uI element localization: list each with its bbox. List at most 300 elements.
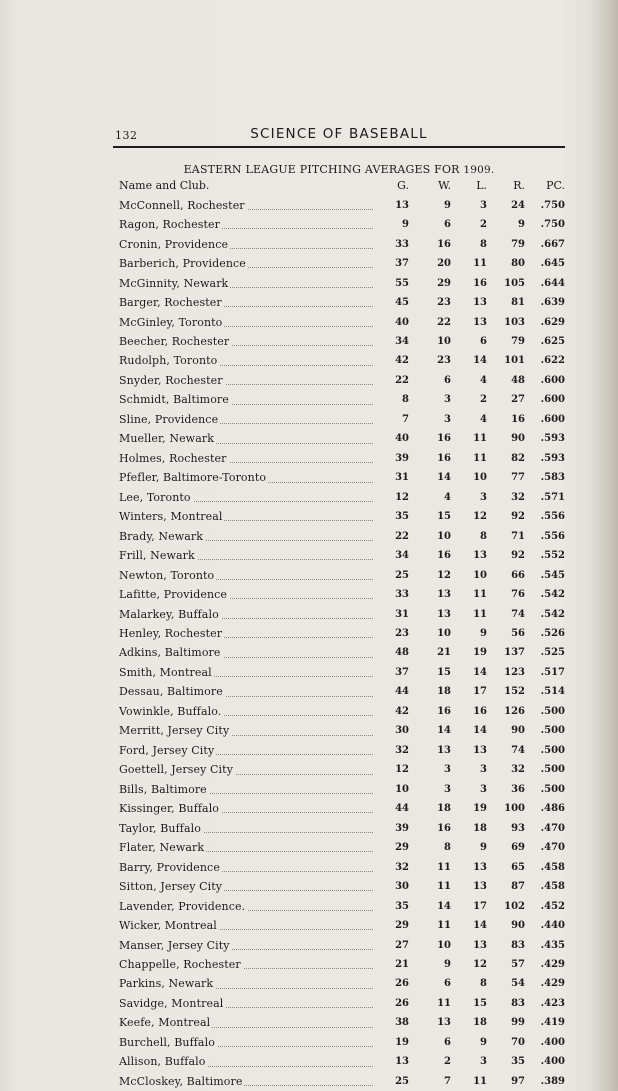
- cell-runs: 103: [504, 316, 525, 328]
- cell-wins: 22: [437, 316, 451, 328]
- cell-percentage: .556: [540, 530, 565, 542]
- pitcher-name-club: [119, 818, 381, 837]
- cell-losses: 4: [480, 374, 487, 386]
- table-row: [119, 565, 565, 584]
- cell-runs: 80: [511, 258, 525, 270]
- cell-losses: 6: [480, 335, 487, 347]
- cell-games: 38: [395, 1017, 409, 1029]
- cell-games: 22: [395, 530, 409, 542]
- cell-losses: 14: [473, 666, 487, 678]
- table-row: [119, 974, 565, 993]
- cell-games: 29: [395, 842, 409, 854]
- table-row: [119, 312, 565, 331]
- table-header-row: [119, 176, 565, 195]
- pitcher-name-club: [119, 780, 381, 799]
- pitcher-name-text: McConnell, Rochester: [119, 198, 245, 212]
- cell-games: 32: [395, 861, 409, 873]
- cell-games: 55: [395, 277, 409, 289]
- cell-wins: 3: [444, 394, 451, 406]
- cell-games: 12: [395, 764, 409, 776]
- cell-runs: 126: [504, 705, 525, 717]
- table-row: [119, 818, 565, 837]
- cell-percentage: .470: [540, 822, 565, 834]
- cell-losses: 12: [473, 958, 487, 970]
- pitcher-name-text: Smith, Montreal: [119, 665, 212, 679]
- cell-percentage: .452: [540, 900, 565, 912]
- cell-losses: 14: [473, 920, 487, 932]
- cell-games: 25: [395, 1075, 409, 1087]
- pitcher-name-text: Mueller, Newark: [119, 432, 214, 446]
- table-row: [119, 429, 565, 448]
- pitcher-name-club: [119, 1013, 381, 1032]
- cell-wins: 12: [437, 569, 451, 581]
- cell-losses: 9: [480, 1036, 487, 1048]
- table-row: [119, 1052, 565, 1071]
- cell-losses: 18: [473, 1017, 487, 1029]
- pitcher-name-club: [119, 760, 381, 779]
- cell-games: 8: [402, 394, 409, 406]
- cell-losses: 3: [480, 764, 487, 776]
- pitcher-name-club: [119, 1033, 381, 1052]
- cell-runs: 74: [511, 608, 525, 620]
- cell-percentage: .545: [540, 569, 565, 581]
- pitcher-name-club: [119, 468, 381, 487]
- table-row: [119, 254, 565, 273]
- cell-losses: 19: [473, 803, 487, 815]
- cell-percentage: .435: [540, 939, 565, 951]
- cell-wins: 13: [437, 744, 451, 756]
- cell-runs: 99: [511, 1017, 525, 1029]
- cell-wins: 16: [437, 433, 451, 445]
- cell-wins: 16: [437, 705, 451, 717]
- cell-percentage: .542: [540, 589, 565, 601]
- cell-losses: 3: [480, 783, 487, 795]
- cell-games: 12: [395, 491, 409, 503]
- page-number: 132: [115, 129, 138, 142]
- pitcher-name-text: Frill, Newark: [119, 549, 195, 563]
- header-name-club: Name and Club.: [119, 179, 210, 193]
- cell-runs: 92: [511, 550, 525, 562]
- cell-runs: 70: [511, 1036, 525, 1048]
- table-row: [119, 663, 565, 682]
- pitcher-name-club: [119, 546, 381, 565]
- pitcher-name-club: [119, 974, 381, 993]
- header-rule: [113, 146, 565, 148]
- pitcher-name-text: Holmes, Rochester: [119, 451, 227, 465]
- cell-percentage: .645: [540, 258, 565, 270]
- table-row: [119, 410, 565, 429]
- cell-runs: 57: [511, 958, 525, 970]
- table-row: [119, 195, 565, 214]
- pitching-averages-table: [119, 176, 565, 1091]
- cell-losses: 11: [473, 433, 487, 445]
- cell-losses: 17: [473, 900, 487, 912]
- table-row: [119, 604, 565, 623]
- cell-percentage: .458: [540, 861, 565, 873]
- cell-games: 33: [395, 238, 409, 250]
- cell-wins: 13: [437, 608, 451, 620]
- cell-losses: 11: [473, 452, 487, 464]
- table-row: [119, 624, 565, 643]
- pitcher-name-club: [119, 1072, 381, 1091]
- cell-percentage: .639: [540, 297, 565, 309]
- pitcher-name-club: [119, 896, 381, 915]
- pitcher-name-text: McGinnity, Newark: [119, 276, 229, 290]
- cell-runs: 36: [511, 783, 525, 795]
- cell-games: 42: [395, 355, 409, 367]
- cell-percentage: .514: [540, 686, 565, 698]
- table-row: [119, 1072, 565, 1091]
- cell-percentage: .458: [540, 881, 565, 893]
- cell-games: 39: [395, 822, 409, 834]
- cell-runs: 71: [511, 530, 525, 542]
- cell-wins: 14: [437, 900, 451, 912]
- pitcher-name-club: [119, 488, 381, 507]
- cell-wins: 13: [437, 589, 451, 601]
- pitcher-name-text: Barger, Rochester: [119, 296, 222, 310]
- table-row: [119, 702, 565, 721]
- pitcher-name-club: [119, 507, 381, 526]
- pitcher-name-club: [119, 624, 381, 643]
- cell-percentage: .583: [540, 472, 565, 484]
- table-row: [119, 526, 565, 545]
- pitcher-name-text: Vowinkle, Buffalo.: [119, 704, 222, 718]
- cell-percentage: .600: [540, 413, 565, 425]
- cell-wins: 10: [437, 335, 451, 347]
- cell-wins: 10: [437, 939, 451, 951]
- pitcher-name-club: [119, 741, 381, 760]
- pitcher-name-text: Flater, Newark: [119, 841, 205, 855]
- table-row: [119, 215, 565, 234]
- table-row: [119, 1013, 565, 1032]
- pitcher-name-text: Beecher, Rochester: [119, 334, 230, 348]
- pitcher-name-text: Wicker, Montreal: [119, 919, 217, 933]
- pitcher-name-text: Allison, Buffalo: [119, 1055, 206, 1069]
- cell-runs: 102: [504, 900, 525, 912]
- cell-runs: 90: [511, 920, 525, 932]
- pitcher-name-text: Burchell, Buffalo: [119, 1035, 215, 1049]
- cell-percentage: .389: [540, 1075, 565, 1087]
- cell-games: 31: [395, 472, 409, 484]
- cell-losses: 10: [473, 472, 487, 484]
- cell-wins: 18: [437, 686, 451, 698]
- cell-losses: 10: [473, 569, 487, 581]
- cell-runs: 137: [504, 647, 525, 659]
- pitcher-name-text: Malarkey, Buffalo: [119, 607, 219, 621]
- cell-losses: 11: [473, 608, 487, 620]
- cell-percentage: .526: [540, 628, 565, 640]
- pitcher-name-text: Adkins, Baltimore: [119, 646, 221, 660]
- cell-runs: 87: [511, 881, 525, 893]
- cell-runs: 92: [511, 511, 525, 523]
- pitcher-name-text: Savidge, Montreal: [119, 996, 224, 1010]
- cell-percentage: .593: [540, 452, 565, 464]
- cell-wins: 14: [437, 472, 451, 484]
- pitcher-name-club: [119, 273, 381, 292]
- table-row: [119, 507, 565, 526]
- cell-runs: 101: [504, 355, 525, 367]
- cell-runs: 69: [511, 842, 525, 854]
- cell-percentage: .429: [540, 978, 565, 990]
- cell-losses: 13: [473, 861, 487, 873]
- pitcher-name-club: [119, 838, 381, 857]
- cell-games: 9: [402, 219, 409, 231]
- cell-losses: 11: [473, 1075, 487, 1087]
- cell-losses: 2: [480, 219, 487, 231]
- header-games: G.: [397, 179, 409, 193]
- pitcher-name-text: Barry, Providence: [119, 860, 220, 874]
- cell-wins: 6: [444, 1036, 451, 1048]
- cell-runs: 56: [511, 628, 525, 640]
- pitcher-name-text: Pfefler, Baltimore-Toronto: [119, 471, 267, 485]
- cell-percentage: .600: [540, 374, 565, 386]
- cell-losses: 3: [480, 1056, 487, 1068]
- cell-runs: 65: [511, 861, 525, 873]
- cell-runs: 24: [511, 199, 525, 211]
- table-row: [119, 955, 565, 974]
- cell-games: 34: [395, 335, 409, 347]
- cell-percentage: .423: [540, 997, 565, 1009]
- cell-runs: 16: [511, 413, 525, 425]
- book-title: SCIENCE OF BASEBALL: [250, 126, 428, 142]
- cell-losses: 17: [473, 686, 487, 698]
- pitcher-name-club: [119, 351, 381, 370]
- cell-percentage: .667: [540, 238, 565, 250]
- cell-runs: 27: [511, 394, 525, 406]
- cell-wins: 16: [437, 550, 451, 562]
- pitcher-name-club: [119, 916, 381, 935]
- cell-games: 19: [395, 1036, 409, 1048]
- table-row: [119, 682, 565, 701]
- table-row: [119, 351, 565, 370]
- cell-games: 48: [395, 647, 409, 659]
- cell-wins: 10: [437, 530, 451, 542]
- cell-runs: 105: [504, 277, 525, 289]
- header-wins: W.: [438, 179, 451, 193]
- cell-losses: 2: [480, 394, 487, 406]
- cell-losses: 14: [473, 355, 487, 367]
- pitcher-name-club: [119, 935, 381, 954]
- cell-losses: 13: [473, 297, 487, 309]
- table-row: [119, 1033, 565, 1052]
- cell-games: 25: [395, 569, 409, 581]
- cell-wins: 6: [444, 374, 451, 386]
- pitcher-name-text: Merritt, Jersey City: [119, 724, 230, 738]
- cell-runs: 123: [504, 666, 525, 678]
- table-row: [119, 585, 565, 604]
- cell-runs: 152: [504, 686, 525, 698]
- cell-runs: 66: [511, 569, 525, 581]
- cell-runs: 93: [511, 822, 525, 834]
- table-row: [119, 234, 565, 253]
- table-row: [119, 293, 565, 312]
- cell-runs: 81: [511, 297, 525, 309]
- pitcher-name-text: Barberich, Providence: [119, 257, 246, 271]
- cell-games: 40: [395, 433, 409, 445]
- cell-percentage: .486: [540, 803, 565, 815]
- table-row: [119, 488, 565, 507]
- cell-percentage: .629: [540, 316, 565, 328]
- cell-losses: 15: [473, 997, 487, 1009]
- cell-wins: 11: [437, 881, 451, 893]
- cell-runs: 32: [511, 491, 525, 503]
- cell-games: 13: [395, 199, 409, 211]
- pitcher-name-club: [119, 799, 381, 818]
- cell-wins: 3: [444, 764, 451, 776]
- cell-percentage: .500: [540, 744, 565, 756]
- cell-wins: 15: [437, 666, 451, 678]
- pitcher-name-club: [119, 390, 381, 409]
- pitcher-name-club: [119, 721, 381, 740]
- pitcher-name-text: Lafitte, Providence: [119, 588, 228, 602]
- cell-wins: 20: [437, 258, 451, 270]
- pitcher-name-text: Dessau, Baltimore: [119, 685, 223, 699]
- table-row: [119, 643, 565, 662]
- cell-runs: 32: [511, 764, 525, 776]
- cell-games: 26: [395, 997, 409, 1009]
- cell-wins: 7: [444, 1075, 451, 1087]
- cell-wins: 21: [437, 647, 451, 659]
- pitcher-name-club: [119, 702, 381, 721]
- pitcher-name-club: [119, 254, 381, 273]
- cell-wins: 9: [444, 199, 451, 211]
- cell-losses: 13: [473, 881, 487, 893]
- cell-runs: 90: [511, 433, 525, 445]
- table-row: [119, 273, 565, 292]
- cell-losses: 11: [473, 589, 487, 601]
- cell-wins: 16: [437, 238, 451, 250]
- cell-percentage: .400: [540, 1056, 565, 1068]
- cell-wins: 23: [437, 355, 451, 367]
- cell-percentage: .500: [540, 764, 565, 776]
- cell-percentage: .644: [540, 277, 565, 289]
- cell-losses: 12: [473, 511, 487, 523]
- cell-wins: 8: [444, 842, 451, 854]
- pitcher-name-club: [119, 604, 381, 623]
- pitcher-name-text: Goettell, Jersey City: [119, 763, 234, 777]
- table-row: [119, 935, 565, 954]
- cell-wins: 14: [437, 725, 451, 737]
- cell-percentage: .525: [540, 647, 565, 659]
- cell-wins: 3: [444, 783, 451, 795]
- header-percentage: PC.: [546, 179, 565, 193]
- header-runs: R.: [513, 179, 525, 193]
- pitcher-name-club: [119, 215, 381, 234]
- cell-percentage: .622: [540, 355, 565, 367]
- cell-runs: 9: [518, 219, 525, 231]
- cell-percentage: .500: [540, 783, 565, 795]
- cell-percentage: .552: [540, 550, 565, 562]
- table-row: [119, 332, 565, 351]
- cell-wins: 16: [437, 822, 451, 834]
- cell-wins: 11: [437, 861, 451, 873]
- pitcher-name-club: [119, 643, 381, 662]
- pitcher-name-club: [119, 565, 381, 584]
- pitcher-name-text: Brady, Newark: [119, 529, 204, 543]
- cell-games: 26: [395, 978, 409, 990]
- cell-losses: 3: [480, 491, 487, 503]
- cell-games: 10: [395, 783, 409, 795]
- pitcher-name-text: Lee, Toronto: [119, 490, 191, 504]
- cell-wins: 6: [444, 978, 451, 990]
- cell-percentage: .500: [540, 725, 565, 737]
- cell-runs: 76: [511, 589, 525, 601]
- cell-games: 27: [395, 939, 409, 951]
- pitcher-name-club: [119, 663, 381, 682]
- cell-losses: 4: [480, 413, 487, 425]
- table-row: [119, 916, 565, 935]
- cell-losses: 13: [473, 939, 487, 951]
- table-row: [119, 721, 565, 740]
- table-row: [119, 449, 565, 468]
- cell-games: 40: [395, 316, 409, 328]
- cell-losses: 8: [480, 978, 487, 990]
- cell-percentage: .429: [540, 958, 565, 970]
- cell-games: 37: [395, 666, 409, 678]
- pitcher-name-club: [119, 585, 381, 604]
- pitcher-name-club: [119, 195, 381, 214]
- cell-games: 23: [395, 628, 409, 640]
- cell-losses: 18: [473, 822, 487, 834]
- pitcher-name-text: McCloskey, Baltimore: [119, 1074, 243, 1088]
- table-row: [119, 546, 565, 565]
- cell-losses: 9: [480, 842, 487, 854]
- cell-games: 29: [395, 920, 409, 932]
- pitcher-name-text: McGinley, Toronto: [119, 315, 223, 329]
- table-row: [119, 877, 565, 896]
- cell-runs: 74: [511, 744, 525, 756]
- pitcher-name-club: [119, 410, 381, 429]
- cell-games: 32: [395, 744, 409, 756]
- cell-percentage: .419: [540, 1017, 565, 1029]
- cell-games: 33: [395, 589, 409, 601]
- cell-losses: 9: [480, 628, 487, 640]
- pitcher-name-text: Sline, Providence: [119, 412, 219, 426]
- cell-losses: 11: [473, 258, 487, 270]
- pitcher-name-club: [119, 293, 381, 312]
- cell-percentage: .542: [540, 608, 565, 620]
- cell-losses: 16: [473, 705, 487, 717]
- table-row: [119, 468, 565, 487]
- pitcher-name-text: Parkins, Newark: [119, 977, 214, 991]
- cell-losses: 8: [480, 238, 487, 250]
- cell-wins: 15: [437, 511, 451, 523]
- pitcher-name-text: Rudolph, Toronto: [119, 354, 218, 368]
- pitcher-name-club: [119, 1052, 381, 1071]
- pitcher-name-text: Newton, Toronto: [119, 568, 215, 582]
- pitcher-name-club: [119, 429, 381, 448]
- cell-games: 31: [395, 608, 409, 620]
- cell-wins: 9: [444, 958, 451, 970]
- cell-losses: 13: [473, 316, 487, 328]
- table-row: [119, 741, 565, 760]
- pitcher-name-text: Sitton, Jersey City: [119, 880, 223, 894]
- header-losses: L.: [476, 179, 487, 193]
- cell-runs: 48: [511, 374, 525, 386]
- cell-percentage: .440: [540, 920, 565, 932]
- cell-runs: 79: [511, 335, 525, 347]
- pitcher-name-club: [119, 857, 381, 876]
- pitcher-name-text: Cronin, Providence: [119, 237, 229, 251]
- cell-wins: 3: [444, 413, 451, 425]
- cell-games: 44: [395, 803, 409, 815]
- table-title-text: EASTERN LEAGUE PITCHING AVERAGES FOR: [183, 163, 460, 176]
- cell-games: 45: [395, 297, 409, 309]
- cell-games: 30: [395, 881, 409, 893]
- pitcher-name-text: Taylor, Buffalo: [119, 821, 201, 835]
- cell-runs: 100: [504, 803, 525, 815]
- cell-losses: 19: [473, 647, 487, 659]
